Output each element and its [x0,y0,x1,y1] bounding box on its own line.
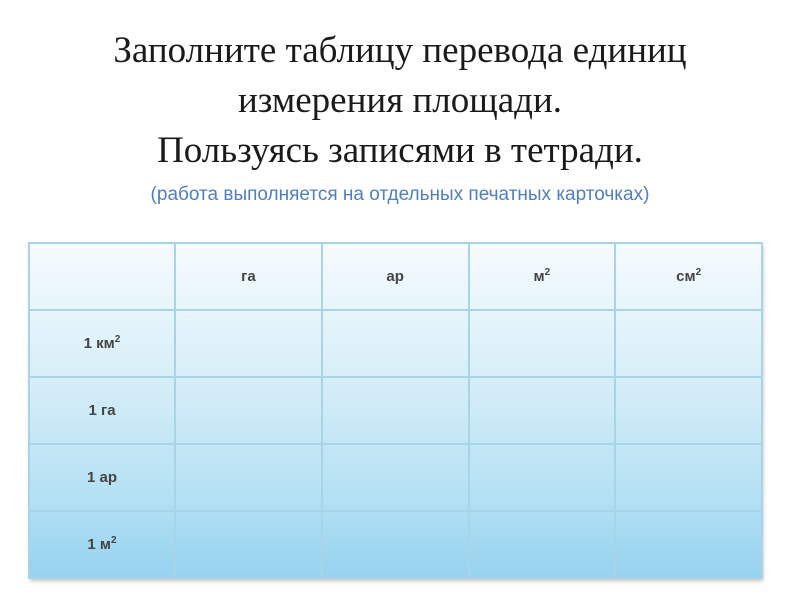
conversion-table-container [28,242,761,578]
row-header-unit: 1 ар [86,469,117,486]
answer-cell[interactable] [175,377,322,444]
row-header [29,310,175,377]
answer-cell[interactable] [322,444,469,511]
answer-cell[interactable] [322,377,469,444]
column-header-unit: га [241,268,256,285]
title-line-2: измерения площади. [237,80,563,121]
row-header-unit: 1 км [83,335,115,352]
title-line-3: Пользуясь записями в тетради. [157,130,643,171]
table-row [29,377,762,444]
column-header [175,243,322,310]
answer-cell[interactable] [175,310,322,377]
row-header-exponent: 2 [111,535,117,546]
answer-cell[interactable] [469,444,616,511]
row-header [29,444,175,511]
column-header [615,243,762,310]
column-header-exponent: 2 [544,267,551,278]
conversion-table [28,242,763,579]
column-header-unit: ар [386,268,404,285]
title-line-1: Заполните таблицу перевода единиц [113,30,687,71]
page-title [0,26,800,176]
subtitle: (работа выполняется на отдельных печатных карточках) [150,184,650,205]
answer-cell[interactable] [322,310,469,377]
row-header [29,377,175,444]
table-row [29,511,762,578]
column-header-exponent: 2 [695,267,702,278]
row-header-unit: 1 м [87,536,112,553]
answer-cell[interactable] [615,511,762,578]
answer-cell[interactable] [615,310,762,377]
row-header [29,511,175,578]
answer-cell[interactable] [322,511,469,578]
table-row [29,444,762,511]
table-header-row [29,243,762,310]
row-header-unit: 1 га [88,402,116,419]
column-header [469,243,616,310]
answer-cell[interactable] [615,377,762,444]
column-header [322,243,469,310]
answer-cell[interactable] [175,444,322,511]
answer-cell[interactable] [615,444,762,511]
answer-cell[interactable] [469,310,616,377]
corner-cell [29,243,175,310]
column-header-unit: см [676,268,696,285]
column-header-unit: м [533,268,545,285]
answer-cell[interactable] [469,377,616,444]
row-header-exponent: 2 [114,334,121,345]
answer-cell[interactable] [175,511,322,578]
answer-cell[interactable] [469,511,616,578]
table-row [29,310,762,377]
